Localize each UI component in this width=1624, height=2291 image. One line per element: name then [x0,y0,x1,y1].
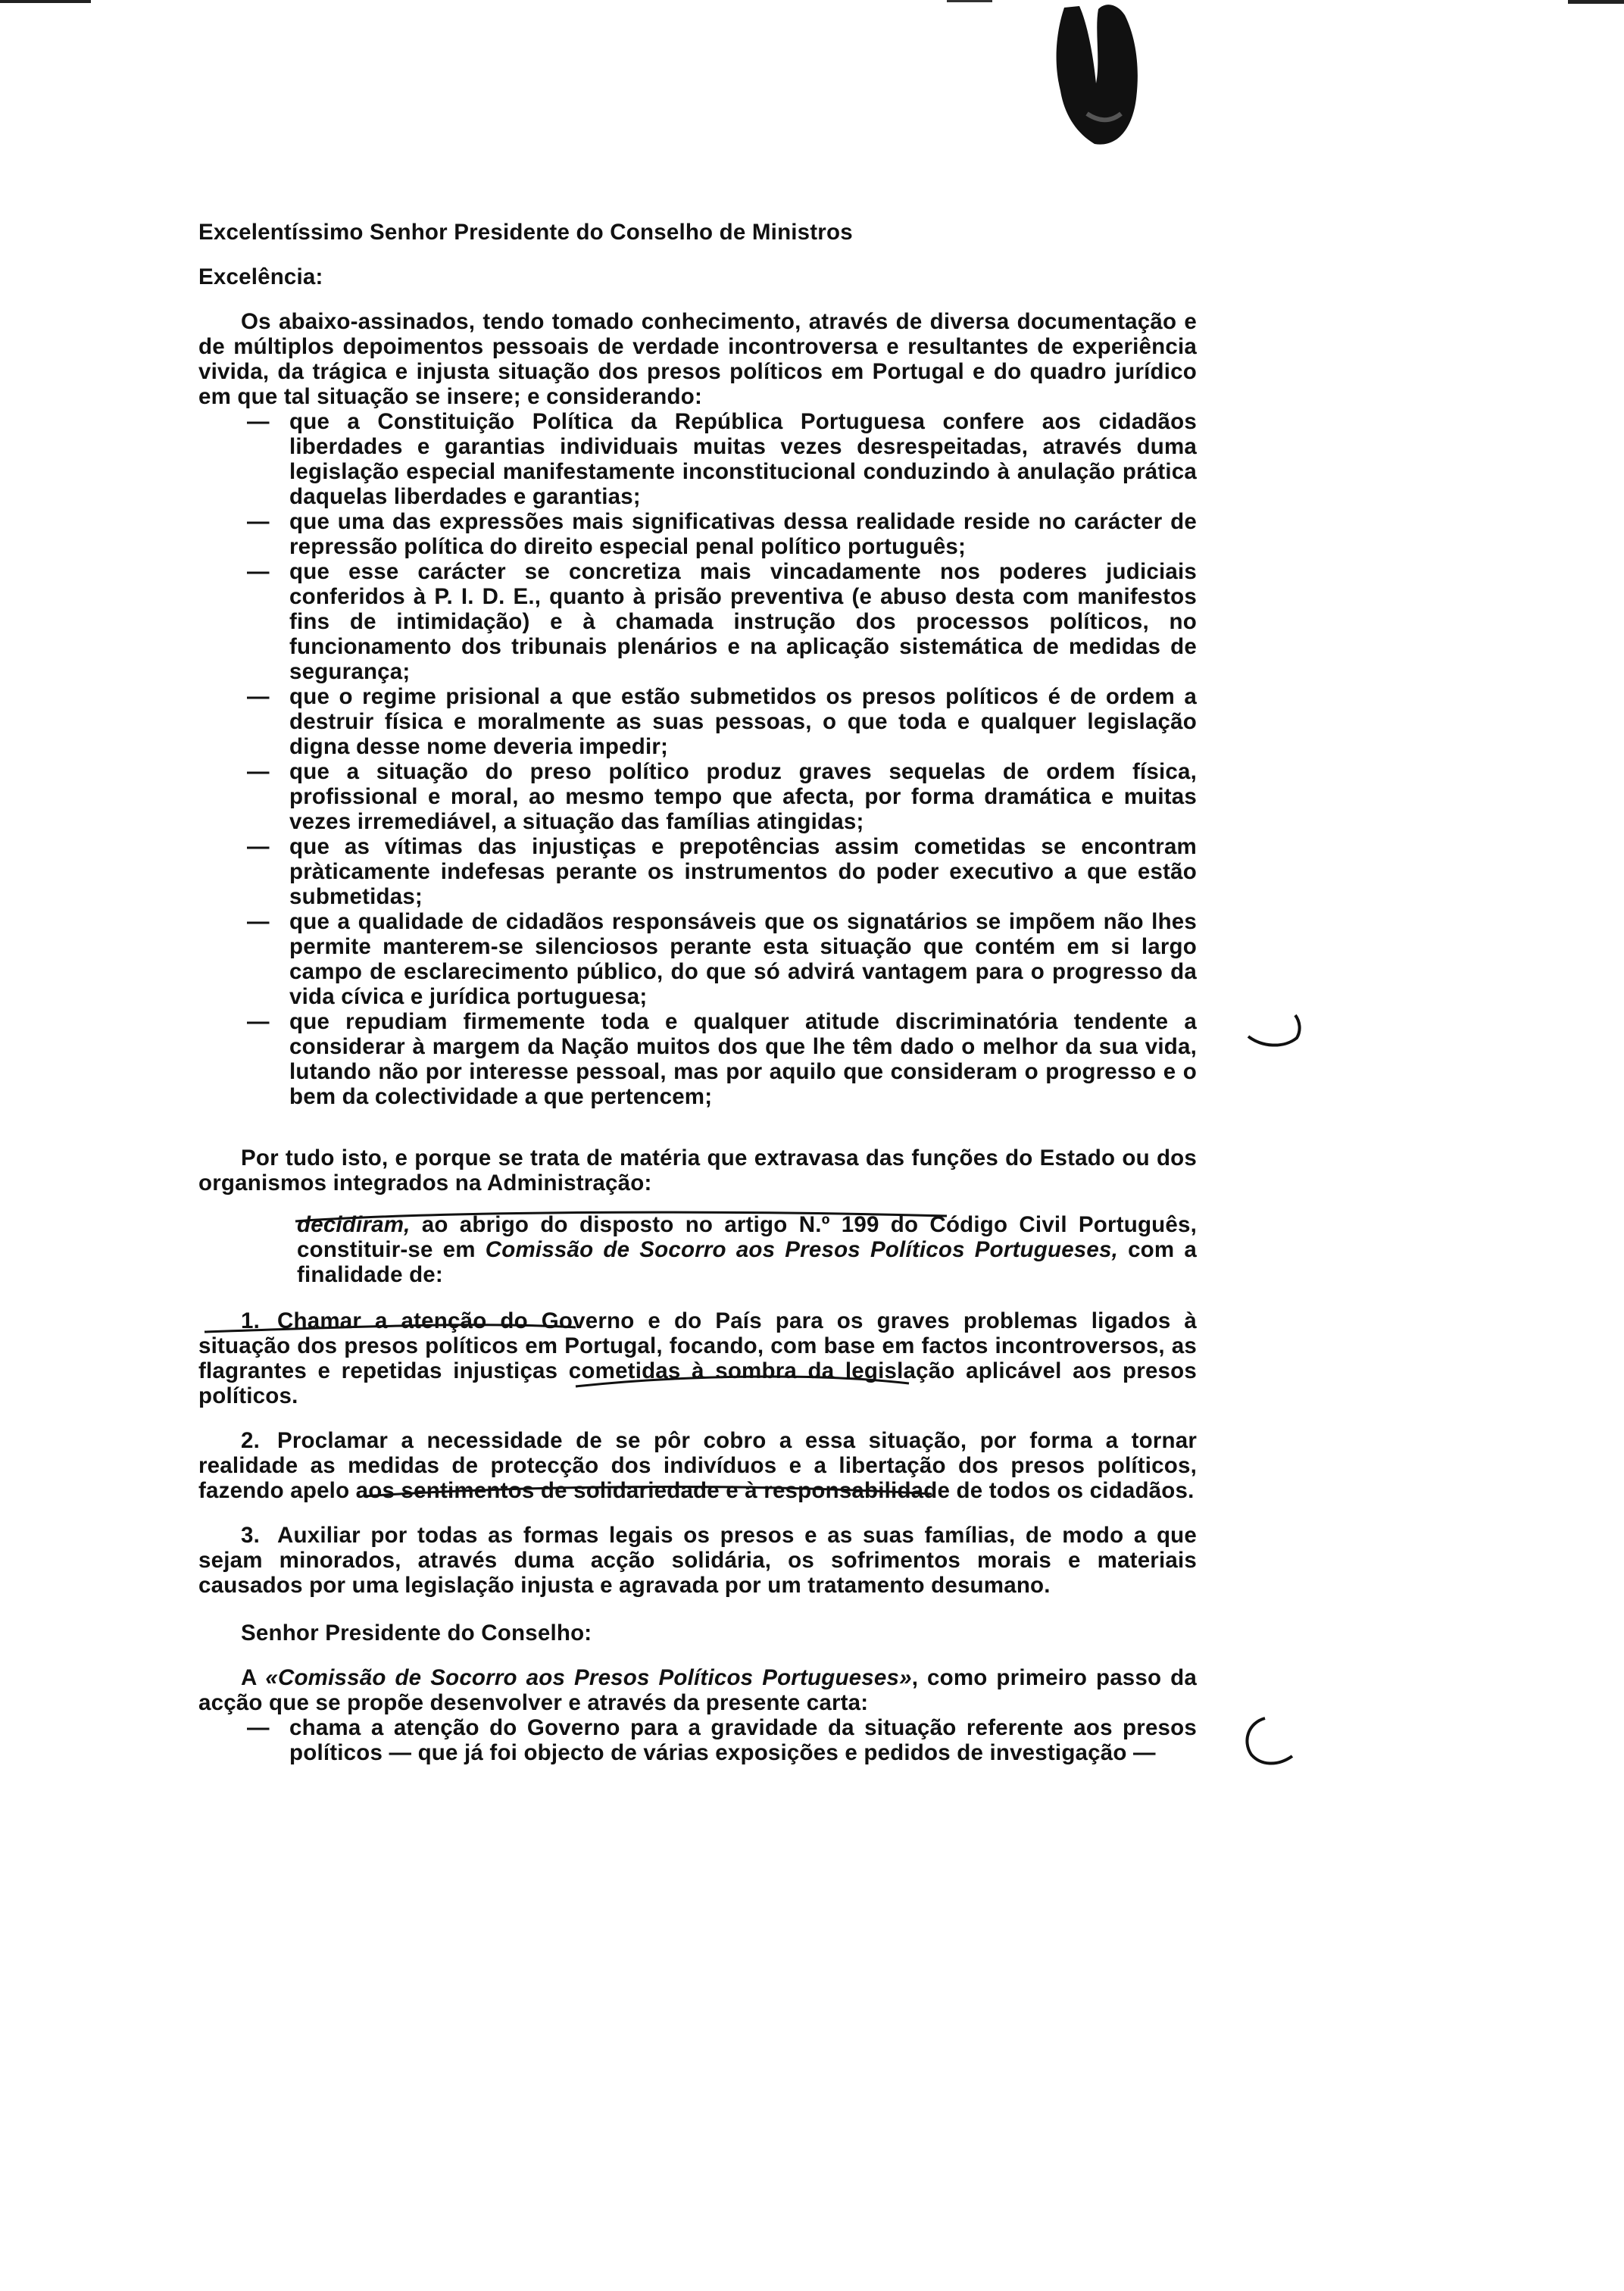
margin-mark-icon [1242,1008,1310,1053]
action-item: — chama a atenção do Governo para a gravidade da situação referente aos presos políticos — que já foi objecto de várias exposições e pedidos de investigação — [247,1715,1197,1765]
consideration-item: — que a Constituição Política da República Portuguesa confere aos cidadãos liberdades e garantias individuais muitas vezes desrespeitadas, através duma legislação especial manifestamente inconstitucional conduzindo à anulação prática daquelas liberdades e garantias; [247,409,1197,509]
consideration-item: — que a situação do preso político produz graves sequelas de ordem física, profissional e moral, ao mesmo tempo que afecta, por forma dramática e muitas vezes irremediável, a situação das famílias atingidas; [247,759,1197,834]
purpose-item: 2. Proclamar a necessidade de se pôr cobro a essa situação, por forma a tornar realidade as medidas de protecção dos indivíduos e a libertação dos presos políticos, fazendo apelo aos sentimentos de solidariedade e à responsabilidade de todos os cidadãos. [198,1428,1197,1503]
consideration-item: — que uma das expressões mais significativas dessa realidade reside no carácter de repressão política do direito especial penal político português; [247,509,1197,559]
letter-body [198,220,1197,1765]
commission-paragraph: A «Comissão de Socorro aos Presos Políticos Portugueses», como primeiro passo da acção que se propõe desenvolver e através da presente carta: [198,1665,1197,1715]
commission-name: Comissão de Socorro aos Presos Políticos Portugueses, [485,1237,1119,1262]
transition-paragraph: Por tudo isto, e porque se trata de matéria que extravasa das funções do Estado ou dos organismos integrados na Administração: [198,1146,1197,1196]
intro-paragraph: Os abaixo-assinados, tendo tomado conhecimento, através de diversa documentação e de múltiplos depoimentos pessoais de verdade incontroversa e resultantes de experiência vivida, da trágica e injusta situação dos presos políticos em Portugal e do quadro jurídico em que tal situação se insere; e considerando: [198,309,1197,409]
consideration-item: — que o regime prisional a que estão submetidos os presos políticos é de ordem a destruir física e moralmente as suas pessoas, o que toda e qualquer legislação digna desse nome deveria impedir; [247,684,1197,759]
handwritten-mark-icon [1034,0,1155,152]
margin-mark-icon [1235,1712,1303,1773]
scan-top-edge [0,0,1624,6]
purpose-item: 1. Chamar a atenção do Governo e do País para os graves problemas ligados à situação dos presos políticos em Portugal, focando, com base em factos incontroversos, as flagrantes e repetidas injustiças cometidas à sombra da legislação aplicável aos presos políticos. [198,1308,1197,1408]
purpose-item: 3. Auxiliar por todas as formas legais os presos e as suas famílias, de modo a que sejam minorados, através duma acção solidária, os sofrimentos morais e materiais causados por uma legislação injusta e agravada por um tratamento desumano. [198,1523,1197,1598]
consideration-item: — que esse carácter se concretiza mais vincadamente nos poderes judiciais conferidos à P. I. D. E., quanto à prisão preventiva (e abuso desta com manifestos fins de intimidação) e à chamada instrução dos processos políticos, no funcionamento dos tribunais plenários e na aplicação sistemática de medidas de segurança; [247,559,1197,684]
consideration-item: — que as vítimas das injustiças e prepotências assim cometidas se encontram pràticamente indefesas perante os instrumentos do poder executivo a que estão submetidas; [247,834,1197,909]
letter-address: Excelentíssimo Senhor Presidente do Conselho de Ministros [198,220,853,245]
closing-address: Senhor Presidente do Conselho: [241,1621,592,1646]
consideration-item: — que a qualidade de cidadãos responsáveis que os signatários se impõem não lhes permite manterem-se silenciosos perante esta situação que contém em si largo campo de esclarecimento público, do que só advirá vantagem para o progresso da vida cívica e jurídica portuguesa; [247,909,1197,1009]
decision-paragraph: decidiram, ao abrigo do disposto no artigo N.º 199 do Código Civil Português, constituir-se em Comissão de Socorro aos Presos Políticos Portugueses, com a finalidade de: [297,1212,1197,1287]
consideration-item: — que repudiam firmemente toda e qualquer atitude discriminatória tendente a considerar à margem da Nação muitos dos que lhe têm dado o melhor da sua vida, lutando não por interesse pessoal, mas por aquilo que consideram o progresso e o bem da colectividade a que pertencem; [247,1009,1197,1109]
letter-salutation: Excelência: [198,264,323,289]
